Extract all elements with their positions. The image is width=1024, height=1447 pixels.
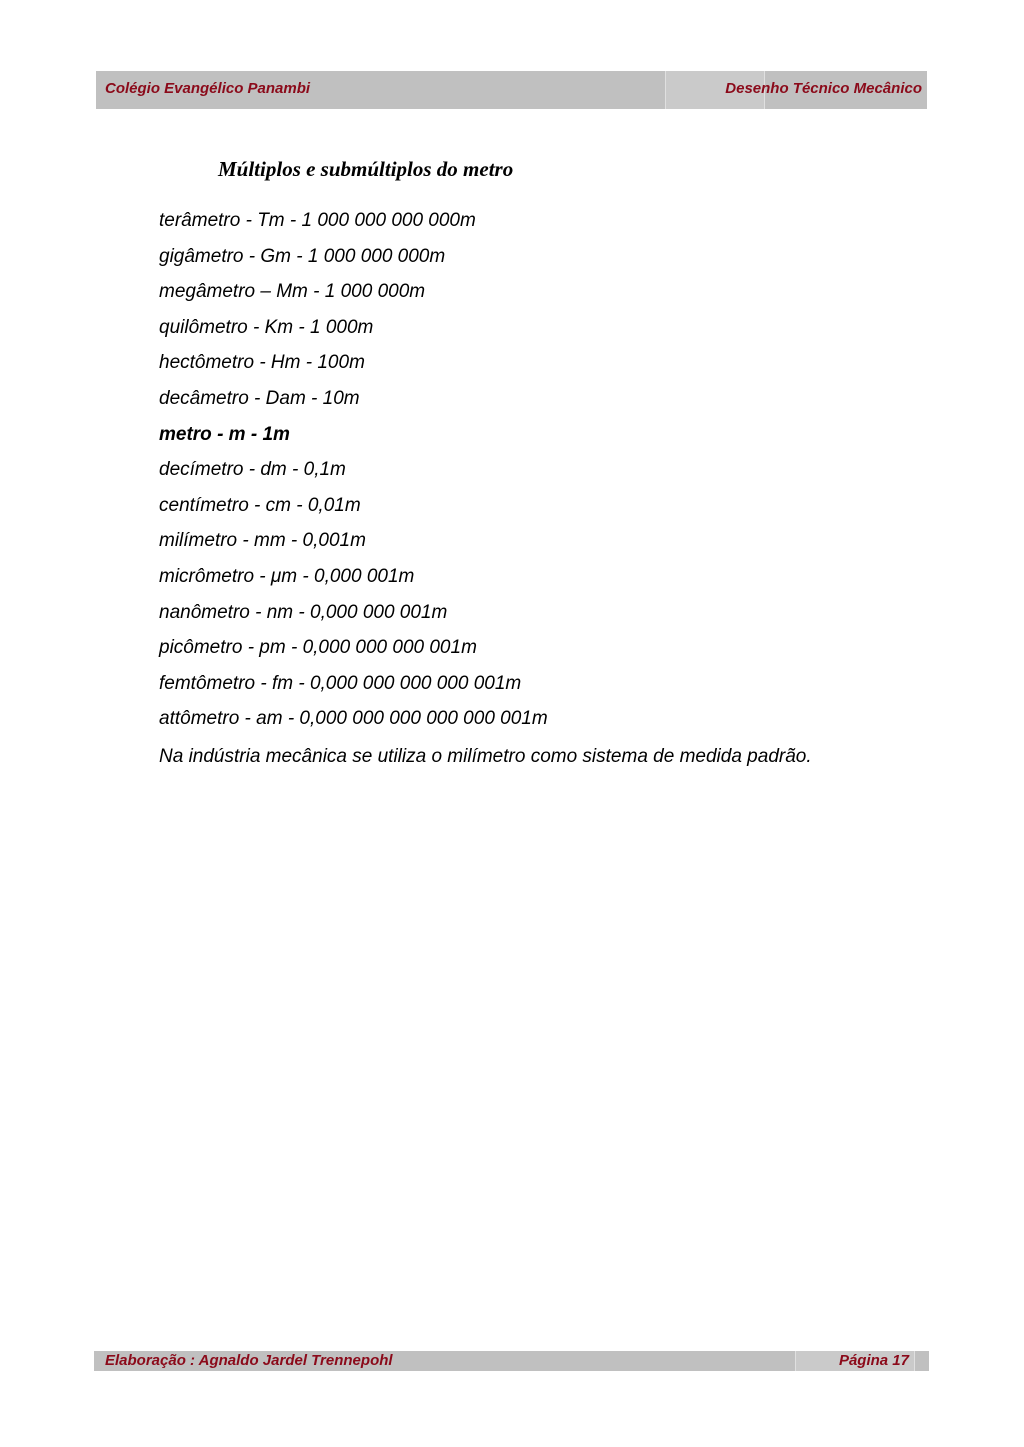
header-course-name: Desenho Técnico Mecânico bbox=[725, 80, 922, 97]
unit-item-metro: metro - m - 1m bbox=[159, 423, 290, 445]
page-header bbox=[96, 71, 927, 109]
unit-item-decametro: decâmetro - Dam - 10m bbox=[159, 387, 360, 409]
unit-item-attometro: attômetro - am - 0,000 000 000 000 000 001m bbox=[159, 708, 548, 730]
unit-item-terametro: terâmetro - Tm - 1 000 000 000 000m bbox=[159, 210, 476, 231]
unit-item-quilometro: quilômetro - Km - 1 000m bbox=[159, 316, 374, 338]
page-footer bbox=[94, 1351, 929, 1371]
footer-page-number: Página 17 bbox=[838, 1352, 909, 1369]
unit-item-milimetro: milímetro - mm - 0,001m bbox=[159, 530, 366, 552]
unit-list bbox=[159, 203, 548, 737]
header-school-name: Colégio Evangélico Panambi bbox=[105, 80, 311, 97]
unit-item-gigametro: gigâmetro - Gm - 1 000 000 000m bbox=[159, 245, 446, 267]
unit-item-picometro: picômetro - pm - 0,000 000 000 001m bbox=[159, 637, 477, 659]
unit-item-micrometro: micrômetro - μm - 0,000 001m bbox=[159, 565, 415, 587]
section-title: Múltiplos e submúltiplos do metro bbox=[218, 157, 514, 181]
unit-item-nanometro: nanômetro - nm - 0,000 000 001m bbox=[159, 601, 448, 623]
footer-author: Elaboração : Agnaldo Jardel Trennepohl bbox=[105, 1352, 393, 1369]
unit-item-decimetro: decímetro - dm - 0,1m bbox=[159, 459, 346, 481]
unit-item-femtometro: femtômetro - fm - 0,000 000 000 000 001m bbox=[159, 672, 522, 694]
unit-item-centimetro: centímetro - cm - 0,01m bbox=[159, 494, 361, 516]
unit-item-megametro: megâmetro – Mm - 1 000 000m bbox=[159, 281, 426, 303]
unit-item-hectometro: hectômetro - Hm - 100m bbox=[159, 352, 365, 374]
note-paragraph: Na indústria mecânica se utiliza o milímetro como sistema de medida padrão. bbox=[159, 746, 812, 767]
